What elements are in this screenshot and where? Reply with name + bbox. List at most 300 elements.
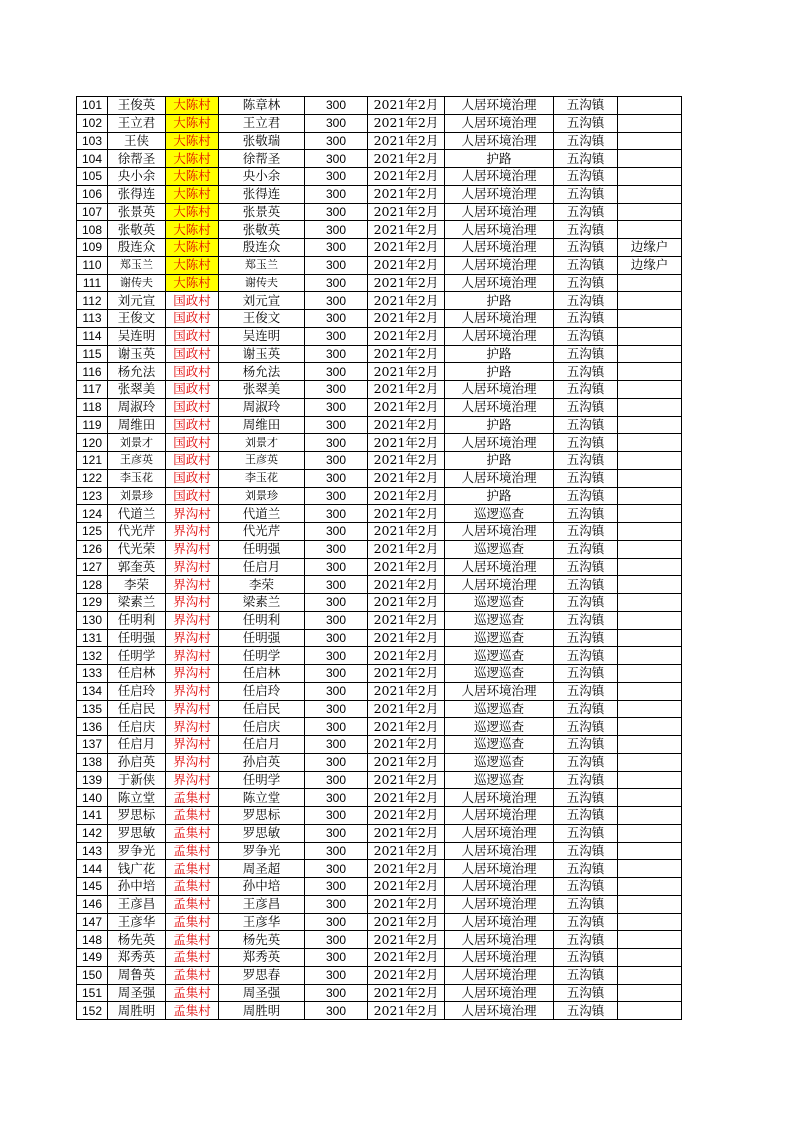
- payee-cell: 罗思敏: [219, 824, 305, 842]
- job-cell: 人居环境治理: [445, 185, 554, 203]
- name-cell: 罗争光: [108, 842, 166, 860]
- village-cell: 孟集村: [166, 1002, 219, 1020]
- date-cell: 2021年2月: [368, 434, 445, 452]
- name-cell: 代光芹: [108, 523, 166, 541]
- village-cell: 孟集村: [166, 842, 219, 860]
- village-cell: 界沟村: [166, 540, 219, 558]
- payee-cell: 代道兰: [219, 505, 305, 523]
- row-number-cell: 147: [77, 913, 108, 931]
- name-cell: 周圣强: [108, 984, 166, 1002]
- job-cell: 护路: [445, 292, 554, 310]
- row-number-cell: 144: [77, 860, 108, 878]
- payee-cell: 罗争光: [219, 842, 305, 860]
- village-cell: 孟集村: [166, 789, 219, 807]
- note-cell: [618, 895, 682, 913]
- town-cell: 五沟镇: [554, 434, 618, 452]
- row-number-cell: 126: [77, 540, 108, 558]
- amount-cell: 300: [305, 256, 368, 274]
- town-cell: 五沟镇: [554, 310, 618, 328]
- town-cell: 五沟镇: [554, 665, 618, 683]
- payee-cell: 任明强: [219, 540, 305, 558]
- payee-cell: 杨允法: [219, 363, 305, 381]
- note-cell: [618, 487, 682, 505]
- note-cell: [618, 647, 682, 665]
- payee-cell: 刘元宣: [219, 292, 305, 310]
- job-cell: 人居环境治理: [445, 878, 554, 896]
- row-number-cell: 102: [77, 114, 108, 132]
- name-cell: 王俊英: [108, 97, 166, 115]
- date-cell: 2021年2月: [368, 327, 445, 345]
- table-row: [77, 398, 682, 416]
- table-row: [77, 239, 682, 257]
- village-cell: 孟集村: [166, 807, 219, 825]
- table-row: [77, 842, 682, 860]
- village-cell: 界沟村: [166, 558, 219, 576]
- town-cell: 五沟镇: [554, 487, 618, 505]
- name-cell: 杨先英: [108, 931, 166, 949]
- village-cell: 大陈村: [166, 239, 219, 257]
- note-cell: [618, 381, 682, 399]
- amount-cell: 300: [305, 611, 368, 629]
- table-row: [77, 203, 682, 221]
- date-cell: 2021年2月: [368, 239, 445, 257]
- table-row: [77, 966, 682, 984]
- date-cell: 2021年2月: [368, 168, 445, 186]
- table-row: [77, 753, 682, 771]
- note-cell: [618, 878, 682, 896]
- date-cell: 2021年2月: [368, 895, 445, 913]
- amount-cell: 300: [305, 949, 368, 967]
- name-cell: 于新侠: [108, 771, 166, 789]
- name-cell: 钱广花: [108, 860, 166, 878]
- amount-cell: 300: [305, 753, 368, 771]
- table-row: [77, 824, 682, 842]
- row-number-cell: 129: [77, 594, 108, 612]
- note-cell: [618, 576, 682, 594]
- note-cell: [618, 1002, 682, 1020]
- job-cell: 人居环境治理: [445, 310, 554, 328]
- payee-cell: 任启玲: [219, 682, 305, 700]
- amount-cell: 300: [305, 310, 368, 328]
- roster-table: [76, 96, 682, 1020]
- town-cell: 五沟镇: [554, 150, 618, 168]
- amount-cell: 300: [305, 718, 368, 736]
- note-cell: [618, 523, 682, 541]
- village-cell: 大陈村: [166, 168, 219, 186]
- village-cell: 孟集村: [166, 860, 219, 878]
- village-cell: 国政村: [166, 310, 219, 328]
- amount-cell: 300: [305, 434, 368, 452]
- payee-cell: 吴连明: [219, 327, 305, 345]
- table-row: [77, 558, 682, 576]
- village-cell: 大陈村: [166, 150, 219, 168]
- table-row: [77, 150, 682, 168]
- date-cell: 2021年2月: [368, 966, 445, 984]
- job-cell: 人居环境治理: [445, 789, 554, 807]
- note-cell: [618, 611, 682, 629]
- name-cell: 任明学: [108, 647, 166, 665]
- village-cell: 国政村: [166, 327, 219, 345]
- table-row: [77, 221, 682, 239]
- town-cell: 五沟镇: [554, 114, 618, 132]
- town-cell: 五沟镇: [554, 824, 618, 842]
- note-cell: [618, 434, 682, 452]
- note-cell: [618, 168, 682, 186]
- table-row: [77, 114, 682, 132]
- job-cell: 巡逻巡查: [445, 505, 554, 523]
- name-cell: 李荣: [108, 576, 166, 594]
- town-cell: 五沟镇: [554, 771, 618, 789]
- town-cell: 五沟镇: [554, 895, 618, 913]
- amount-cell: 300: [305, 150, 368, 168]
- village-cell: 孟集村: [166, 984, 219, 1002]
- job-cell: 人居环境治理: [445, 523, 554, 541]
- amount-cell: 300: [305, 487, 368, 505]
- town-cell: 五沟镇: [554, 807, 618, 825]
- village-cell: 国政村: [166, 345, 219, 363]
- table-row: [77, 789, 682, 807]
- job-cell: 人居环境治理: [445, 931, 554, 949]
- name-cell: 周胜明: [108, 1002, 166, 1020]
- table-row: [77, 984, 682, 1002]
- note-cell: 边缘户: [618, 239, 682, 257]
- amount-cell: 300: [305, 363, 368, 381]
- village-cell: 界沟村: [166, 505, 219, 523]
- payee-cell: 王彦华: [219, 913, 305, 931]
- name-cell: 王彦英: [108, 452, 166, 470]
- village-cell: 界沟村: [166, 682, 219, 700]
- table-row: [77, 913, 682, 931]
- amount-cell: 300: [305, 913, 368, 931]
- row-number-cell: 134: [77, 682, 108, 700]
- amount-cell: 300: [305, 274, 368, 292]
- town-cell: 五沟镇: [554, 203, 618, 221]
- date-cell: 2021年2月: [368, 487, 445, 505]
- town-cell: 五沟镇: [554, 292, 618, 310]
- date-cell: 2021年2月: [368, 736, 445, 754]
- date-cell: 2021年2月: [368, 523, 445, 541]
- note-cell: [618, 505, 682, 523]
- amount-cell: 300: [305, 398, 368, 416]
- town-cell: 五沟镇: [554, 984, 618, 1002]
- table-row: [77, 523, 682, 541]
- payee-cell: 周胜明: [219, 1002, 305, 1020]
- row-number-cell: 103: [77, 132, 108, 150]
- note-cell: [618, 327, 682, 345]
- table-row: [77, 505, 682, 523]
- town-cell: 五沟镇: [554, 949, 618, 967]
- row-number-cell: 101: [77, 97, 108, 115]
- payee-cell: 张景英: [219, 203, 305, 221]
- amount-cell: 300: [305, 807, 368, 825]
- table-row: [77, 807, 682, 825]
- note-cell: [618, 363, 682, 381]
- amount-cell: 300: [305, 966, 368, 984]
- job-cell: 护路: [445, 487, 554, 505]
- table-row: [77, 700, 682, 718]
- name-cell: 张得连: [108, 185, 166, 203]
- note-cell: [618, 771, 682, 789]
- date-cell: 2021年2月: [368, 949, 445, 967]
- payee-cell: 李玉花: [219, 469, 305, 487]
- name-cell: 张翠美: [108, 381, 166, 399]
- job-cell: 人居环境治理: [445, 434, 554, 452]
- job-cell: 护路: [445, 150, 554, 168]
- table-row: [77, 132, 682, 150]
- payee-cell: 任明学: [219, 771, 305, 789]
- payee-cell: 殷连众: [219, 239, 305, 257]
- name-cell: 任明强: [108, 629, 166, 647]
- amount-cell: 300: [305, 540, 368, 558]
- town-cell: 五沟镇: [554, 576, 618, 594]
- job-cell: 人居环境治理: [445, 895, 554, 913]
- table-row: [77, 487, 682, 505]
- town-cell: 五沟镇: [554, 256, 618, 274]
- note-cell: [618, 682, 682, 700]
- date-cell: 2021年2月: [368, 292, 445, 310]
- date-cell: 2021年2月: [368, 505, 445, 523]
- job-cell: 巡逻巡查: [445, 665, 554, 683]
- row-number-cell: 118: [77, 398, 108, 416]
- job-cell: 人居环境治理: [445, 203, 554, 221]
- village-cell: 大陈村: [166, 114, 219, 132]
- village-cell: 孟集村: [166, 878, 219, 896]
- town-cell: 五沟镇: [554, 239, 618, 257]
- amount-cell: 300: [305, 594, 368, 612]
- town-cell: 五沟镇: [554, 931, 618, 949]
- row-number-cell: 124: [77, 505, 108, 523]
- row-number-cell: 116: [77, 363, 108, 381]
- payee-cell: 周圣强: [219, 984, 305, 1002]
- name-cell: 张敬英: [108, 221, 166, 239]
- name-cell: 周维田: [108, 416, 166, 434]
- table-row: [77, 718, 682, 736]
- name-cell: 周鲁英: [108, 966, 166, 984]
- date-cell: 2021年2月: [368, 753, 445, 771]
- village-cell: 大陈村: [166, 185, 219, 203]
- row-number-cell: 139: [77, 771, 108, 789]
- date-cell: 2021年2月: [368, 274, 445, 292]
- payee-cell: 任启民: [219, 700, 305, 718]
- name-cell: 任启林: [108, 665, 166, 683]
- table-row: [77, 363, 682, 381]
- date-cell: 2021年2月: [368, 665, 445, 683]
- note-cell: [618, 185, 682, 203]
- date-cell: 2021年2月: [368, 789, 445, 807]
- table-row: [77, 168, 682, 186]
- job-cell: 护路: [445, 363, 554, 381]
- town-cell: 五沟镇: [554, 345, 618, 363]
- row-number-cell: 119: [77, 416, 108, 434]
- row-number-cell: 138: [77, 753, 108, 771]
- village-cell: 界沟村: [166, 665, 219, 683]
- job-cell: 人居环境治理: [445, 913, 554, 931]
- job-cell: 人居环境治理: [445, 469, 554, 487]
- table-row: [77, 611, 682, 629]
- row-number-cell: 108: [77, 221, 108, 239]
- payee-cell: 代光芹: [219, 523, 305, 541]
- payee-cell: 任启庆: [219, 718, 305, 736]
- payee-cell: 王俊文: [219, 310, 305, 328]
- date-cell: 2021年2月: [368, 469, 445, 487]
- row-number-cell: 145: [77, 878, 108, 896]
- job-cell: 人居环境治理: [445, 949, 554, 967]
- job-cell: 人居环境治理: [445, 682, 554, 700]
- village-cell: 界沟村: [166, 700, 219, 718]
- town-cell: 五沟镇: [554, 594, 618, 612]
- payee-cell: 徐帮圣: [219, 150, 305, 168]
- payee-cell: 梁素兰: [219, 594, 305, 612]
- job-cell: 人居环境治理: [445, 327, 554, 345]
- row-number-cell: 150: [77, 966, 108, 984]
- name-cell: 刘景才: [108, 434, 166, 452]
- note-cell: [618, 469, 682, 487]
- payee-cell: 任明学: [219, 647, 305, 665]
- payee-cell: 谢传夫: [219, 274, 305, 292]
- row-number-cell: 120: [77, 434, 108, 452]
- payee-cell: 刘景才: [219, 434, 305, 452]
- amount-cell: 300: [305, 97, 368, 115]
- row-number-cell: 140: [77, 789, 108, 807]
- town-cell: 五沟镇: [554, 718, 618, 736]
- amount-cell: 300: [305, 416, 368, 434]
- payee-cell: 周圣超: [219, 860, 305, 878]
- row-number-cell: 151: [77, 984, 108, 1002]
- name-cell: 王俊文: [108, 310, 166, 328]
- village-cell: 孟集村: [166, 966, 219, 984]
- name-cell: 王彦华: [108, 913, 166, 931]
- payee-cell: 王彦英: [219, 452, 305, 470]
- row-number-cell: 135: [77, 700, 108, 718]
- name-cell: 刘景珍: [108, 487, 166, 505]
- job-cell: 护路: [445, 416, 554, 434]
- name-cell: 孙中培: [108, 878, 166, 896]
- table-row: [77, 97, 682, 115]
- row-number-cell: 114: [77, 327, 108, 345]
- name-cell: 张景英: [108, 203, 166, 221]
- village-cell: 国政村: [166, 434, 219, 452]
- table-row: [77, 469, 682, 487]
- date-cell: 2021年2月: [368, 594, 445, 612]
- date-cell: 2021年2月: [368, 540, 445, 558]
- note-cell: 边缘户: [618, 256, 682, 274]
- row-number-cell: 121: [77, 452, 108, 470]
- town-cell: 五沟镇: [554, 629, 618, 647]
- date-cell: 2021年2月: [368, 452, 445, 470]
- name-cell: 李玉花: [108, 469, 166, 487]
- town-cell: 五沟镇: [554, 878, 618, 896]
- village-cell: 国政村: [166, 363, 219, 381]
- name-cell: 徐帮圣: [108, 150, 166, 168]
- row-number-cell: 109: [77, 239, 108, 257]
- date-cell: 2021年2月: [368, 558, 445, 576]
- job-cell: 人居环境治理: [445, 132, 554, 150]
- job-cell: 人居环境治理: [445, 168, 554, 186]
- table-row: [77, 345, 682, 363]
- name-cell: 代光荣: [108, 540, 166, 558]
- name-cell: 王侠: [108, 132, 166, 150]
- town-cell: 五沟镇: [554, 274, 618, 292]
- village-cell: 孟集村: [166, 931, 219, 949]
- village-cell: 界沟村: [166, 576, 219, 594]
- amount-cell: 300: [305, 931, 368, 949]
- name-cell: 郭奎英: [108, 558, 166, 576]
- amount-cell: 300: [305, 381, 368, 399]
- amount-cell: 300: [305, 505, 368, 523]
- date-cell: 2021年2月: [368, 150, 445, 168]
- note-cell: [618, 629, 682, 647]
- date-cell: 2021年2月: [368, 381, 445, 399]
- amount-cell: 300: [305, 665, 368, 683]
- amount-cell: 300: [305, 168, 368, 186]
- date-cell: 2021年2月: [368, 363, 445, 381]
- payee-cell: 张得连: [219, 185, 305, 203]
- table-row: [77, 540, 682, 558]
- town-cell: 五沟镇: [554, 523, 618, 541]
- row-number-cell: 122: [77, 469, 108, 487]
- town-cell: 五沟镇: [554, 842, 618, 860]
- note-cell: [618, 665, 682, 683]
- table-row: [77, 274, 682, 292]
- date-cell: 2021年2月: [368, 718, 445, 736]
- note-cell: [618, 540, 682, 558]
- village-cell: 大陈村: [166, 203, 219, 221]
- payee-cell: 郑秀英: [219, 949, 305, 967]
- note-cell: [618, 913, 682, 931]
- date-cell: 2021年2月: [368, 310, 445, 328]
- note-cell: [618, 949, 682, 967]
- note-cell: [618, 842, 682, 860]
- date-cell: 2021年2月: [368, 913, 445, 931]
- note-cell: [618, 310, 682, 328]
- table-row: [77, 576, 682, 594]
- payee-cell: 任启月: [219, 736, 305, 754]
- payee-cell: 张翠美: [219, 381, 305, 399]
- village-cell: 国政村: [166, 292, 219, 310]
- job-cell: 人居环境治理: [445, 824, 554, 842]
- village-cell: 界沟村: [166, 647, 219, 665]
- table-row: [77, 256, 682, 274]
- job-cell: 人居环境治理: [445, 381, 554, 399]
- note-cell: [618, 416, 682, 434]
- amount-cell: 300: [305, 736, 368, 754]
- name-cell: 刘元宣: [108, 292, 166, 310]
- row-number-cell: 137: [77, 736, 108, 754]
- town-cell: 五沟镇: [554, 753, 618, 771]
- name-cell: 梁素兰: [108, 594, 166, 612]
- date-cell: 2021年2月: [368, 771, 445, 789]
- town-cell: 五沟镇: [554, 168, 618, 186]
- village-cell: 国政村: [166, 381, 219, 399]
- job-cell: 人居环境治理: [445, 239, 554, 257]
- amount-cell: 300: [305, 558, 368, 576]
- row-number-cell: 142: [77, 824, 108, 842]
- table-row: [77, 416, 682, 434]
- note-cell: [618, 807, 682, 825]
- village-cell: 大陈村: [166, 132, 219, 150]
- table-row: [77, 878, 682, 896]
- amount-cell: 300: [305, 629, 368, 647]
- row-number-cell: 146: [77, 895, 108, 913]
- name-cell: 任启民: [108, 700, 166, 718]
- payee-cell: 王立君: [219, 114, 305, 132]
- town-cell: 五沟镇: [554, 363, 618, 381]
- job-cell: 人居环境治理: [445, 256, 554, 274]
- amount-cell: 300: [305, 1002, 368, 1020]
- name-cell: 任启玲: [108, 682, 166, 700]
- name-cell: 代道兰: [108, 505, 166, 523]
- note-cell: [618, 203, 682, 221]
